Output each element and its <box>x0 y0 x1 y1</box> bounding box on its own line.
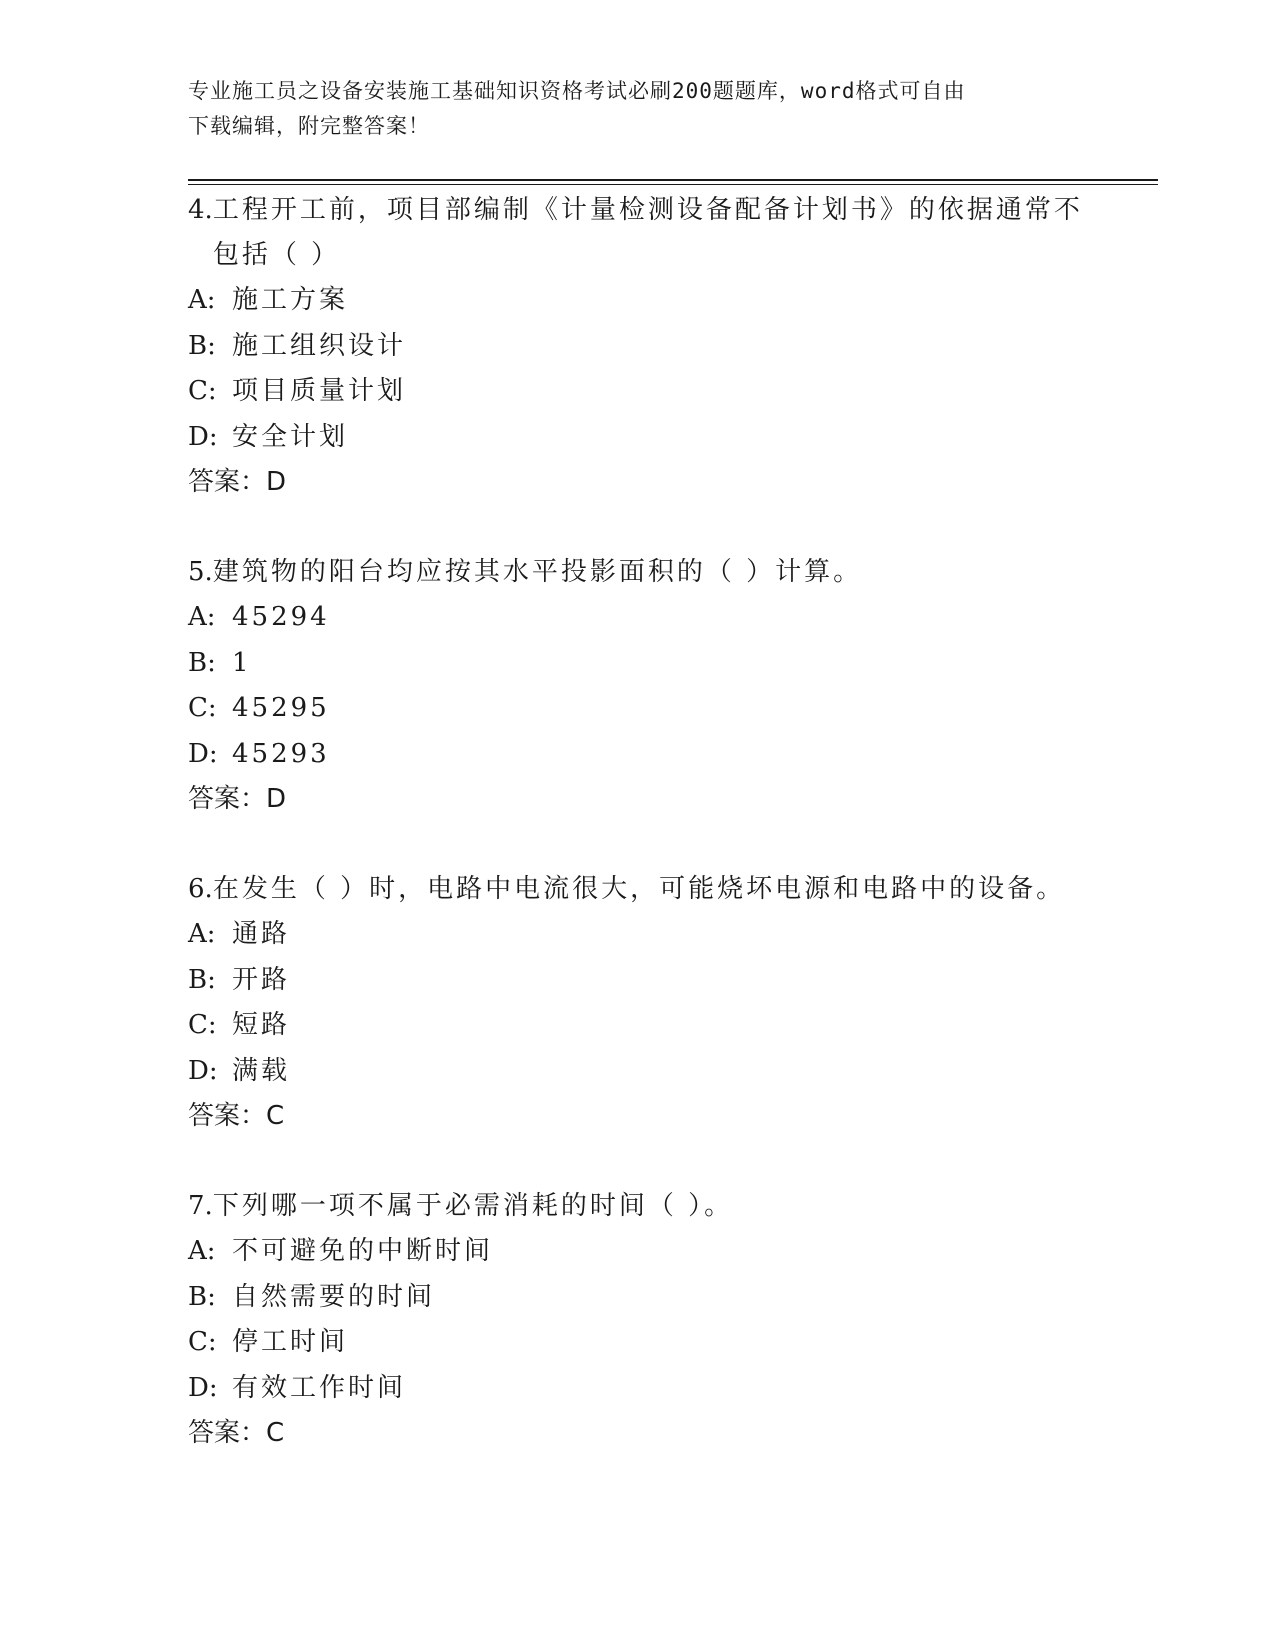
option-letter: D: <box>188 421 218 452</box>
answer-line: 答案：C <box>188 1418 285 1448</box>
option-text: 不可避免的中断时间 <box>232 1236 494 1266</box>
option-letter: A: <box>188 919 216 949</box>
option-b <box>188 958 1088 1004</box>
answer-line: 答案：D <box>188 467 287 497</box>
option-d <box>188 732 1088 778</box>
option-letter: B: <box>188 1281 216 1312</box>
option-text: 施工方案 <box>232 285 349 315</box>
option-c <box>188 686 1088 732</box>
option-b <box>188 1275 1088 1321</box>
option-letter: D: <box>188 738 218 769</box>
question-text: 工程开工前，项目部编制《计量检测设备配备计划书》的依据通常不包括（ ） <box>212 195 1083 270</box>
option-a <box>188 1229 1088 1275</box>
option-text: 短路 <box>232 1010 291 1040</box>
option-letter: D: <box>188 1372 218 1403</box>
header-divider-thin <box>188 184 1158 185</box>
question-list <box>188 188 1088 1501</box>
option-text: 自然需要的时间 <box>232 1281 436 1312</box>
question-text: 下列哪一项不属于必需消耗的时间（ ）。 <box>212 1191 734 1221</box>
question-number: 4. <box>188 195 213 225</box>
option-letter: B: <box>188 964 216 995</box>
question-7 <box>188 1184 1088 1456</box>
question-6 <box>188 867 1088 1139</box>
question-text: 在发生（ ）时，电路中电流很大，可能烧坏电源和电路中的设备。 <box>212 874 1066 904</box>
option-letter: C: <box>188 693 217 723</box>
question-text: 建筑物的阳台均应按其水平投影面积的（ ）计算。 <box>212 557 863 587</box>
option-letter: B: <box>188 330 216 361</box>
option-text: 45294 <box>232 602 330 632</box>
answer-line: 答案：D <box>188 784 287 814</box>
question-stem <box>188 1184 1088 1229</box>
document-header <box>188 74 1088 144</box>
question-stem <box>188 188 1088 278</box>
answer-line: 答案：C <box>188 1101 285 1131</box>
option-c <box>188 369 1088 415</box>
option-c <box>188 1003 1088 1049</box>
option-d <box>188 1366 1088 1412</box>
option-letter: A: <box>188 1236 216 1266</box>
option-text: 项目质量计划 <box>232 376 407 406</box>
header-line-2: 下载编辑，附完整答案！ <box>188 114 430 138</box>
option-letter: C: <box>188 1010 217 1040</box>
option-a <box>188 595 1088 641</box>
option-a <box>188 912 1088 958</box>
option-text: 45295 <box>232 693 330 723</box>
option-d <box>188 415 1088 461</box>
option-text: 停工时间 <box>232 1327 349 1357</box>
option-letter: D: <box>188 1055 218 1086</box>
option-letter: C: <box>188 376 217 406</box>
option-text: 45293 <box>232 738 330 769</box>
question-stem <box>188 550 1088 595</box>
question-number: 6. <box>188 874 213 904</box>
option-letter: A: <box>188 602 216 632</box>
option-d <box>188 1049 1088 1095</box>
header-line-1: 专业施工员之设备安装施工基础知识资格考试必刷200题题库，word格式可自由 <box>188 79 966 103</box>
option-text: 开路 <box>232 964 291 995</box>
option-text: 有效工作时间 <box>232 1372 407 1403</box>
option-a <box>188 278 1088 324</box>
option-letter: B: <box>188 647 216 678</box>
option-c <box>188 1320 1088 1366</box>
question-5 <box>188 550 1088 822</box>
option-text: 安全计划 <box>232 421 349 452</box>
header-divider-thick <box>188 179 1158 181</box>
option-b <box>188 641 1088 687</box>
question-stem <box>188 867 1088 912</box>
option-text: 施工组织设计 <box>232 330 407 361</box>
option-letter: A: <box>188 285 216 315</box>
question-number: 5. <box>188 557 213 587</box>
question-number: 7. <box>188 1191 213 1221</box>
option-letter: C: <box>188 1327 217 1357</box>
question-4 <box>188 188 1088 505</box>
option-text: 满载 <box>232 1055 291 1086</box>
option-text: 通路 <box>232 919 291 949</box>
option-b <box>188 324 1088 370</box>
option-text: 1 <box>232 647 252 678</box>
